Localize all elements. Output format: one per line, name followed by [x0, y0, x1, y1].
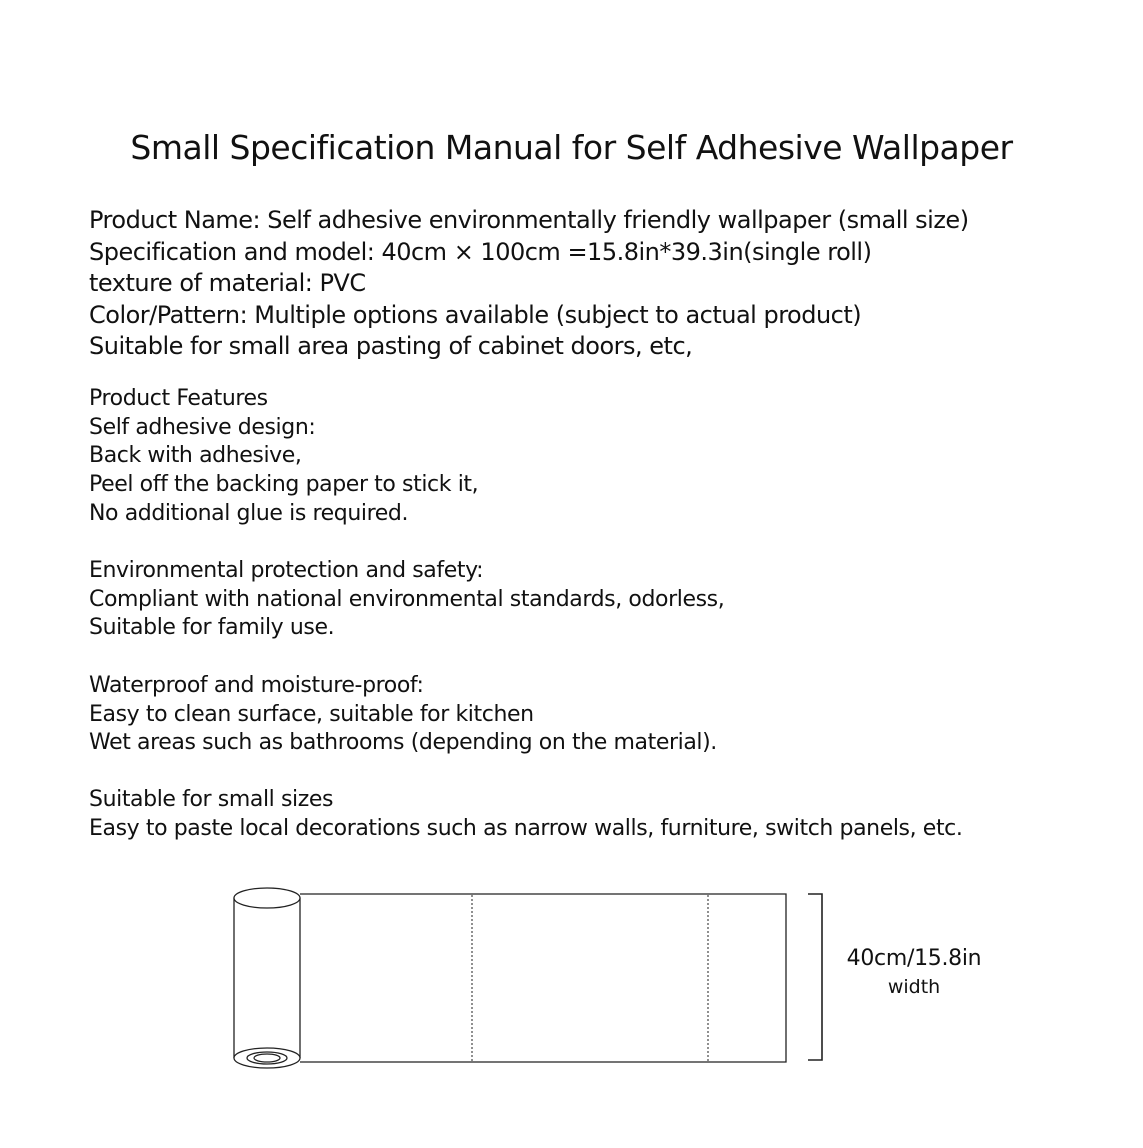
features-line: Back with adhesive,	[89, 443, 302, 469]
waterproof-heading: Waterproof and moisture-proof:	[89, 673, 424, 698]
spec-material: texture of material: PVC	[89, 269, 366, 297]
features-line: No additional glue is required.	[89, 500, 409, 526]
environment-line: Compliant with national environmental standards, odorless,	[89, 586, 725, 612]
wallpaper-sheet-outline	[300, 894, 786, 1062]
environment-line: Suitable for family use.	[89, 615, 335, 641]
spec-suitable: Suitable for small area pasting of cabinet doors, etc,	[89, 332, 693, 360]
spec-color-pattern: Color/Pattern: Multiple options available (subject to actual product)	[89, 300, 862, 329]
width-caption: width	[887, 976, 941, 998]
small-sizes-line: Easy to paste local decorations such as narrow walls, furniture, switch panels, etc.	[89, 815, 963, 841]
features-heading: Product Features	[89, 386, 268, 411]
width-bracket	[808, 894, 822, 1060]
width-dimension-label: 40cm/15.8in	[846, 946, 982, 971]
roll-bottom-end	[234, 1048, 300, 1068]
features-line: Self adhesive design:	[89, 414, 316, 440]
roll-body	[234, 898, 300, 1058]
features-line: Peel off the backing paper to stick it,	[89, 472, 479, 498]
spec-product-name: Product Name: Self adhesive environmentally friendly wallpaper (small size)	[89, 206, 969, 234]
waterproof-line: Easy to clean surface, suitable for kitchen	[89, 701, 534, 727]
small-sizes-heading: Suitable for small sizes	[89, 787, 334, 812]
waterproof-line: Wet areas such as bathrooms (depending on the material).	[89, 730, 717, 756]
environment-heading: Environmental protection and safety:	[89, 558, 484, 583]
roll-top-end	[234, 888, 300, 908]
spec-model: Specification and model: 40cm × 100cm =15.8in*39.3in(single roll)	[89, 237, 872, 266]
page-title: Small Specification Manual for Self Adhesive Wallpaper	[130, 128, 1013, 167]
